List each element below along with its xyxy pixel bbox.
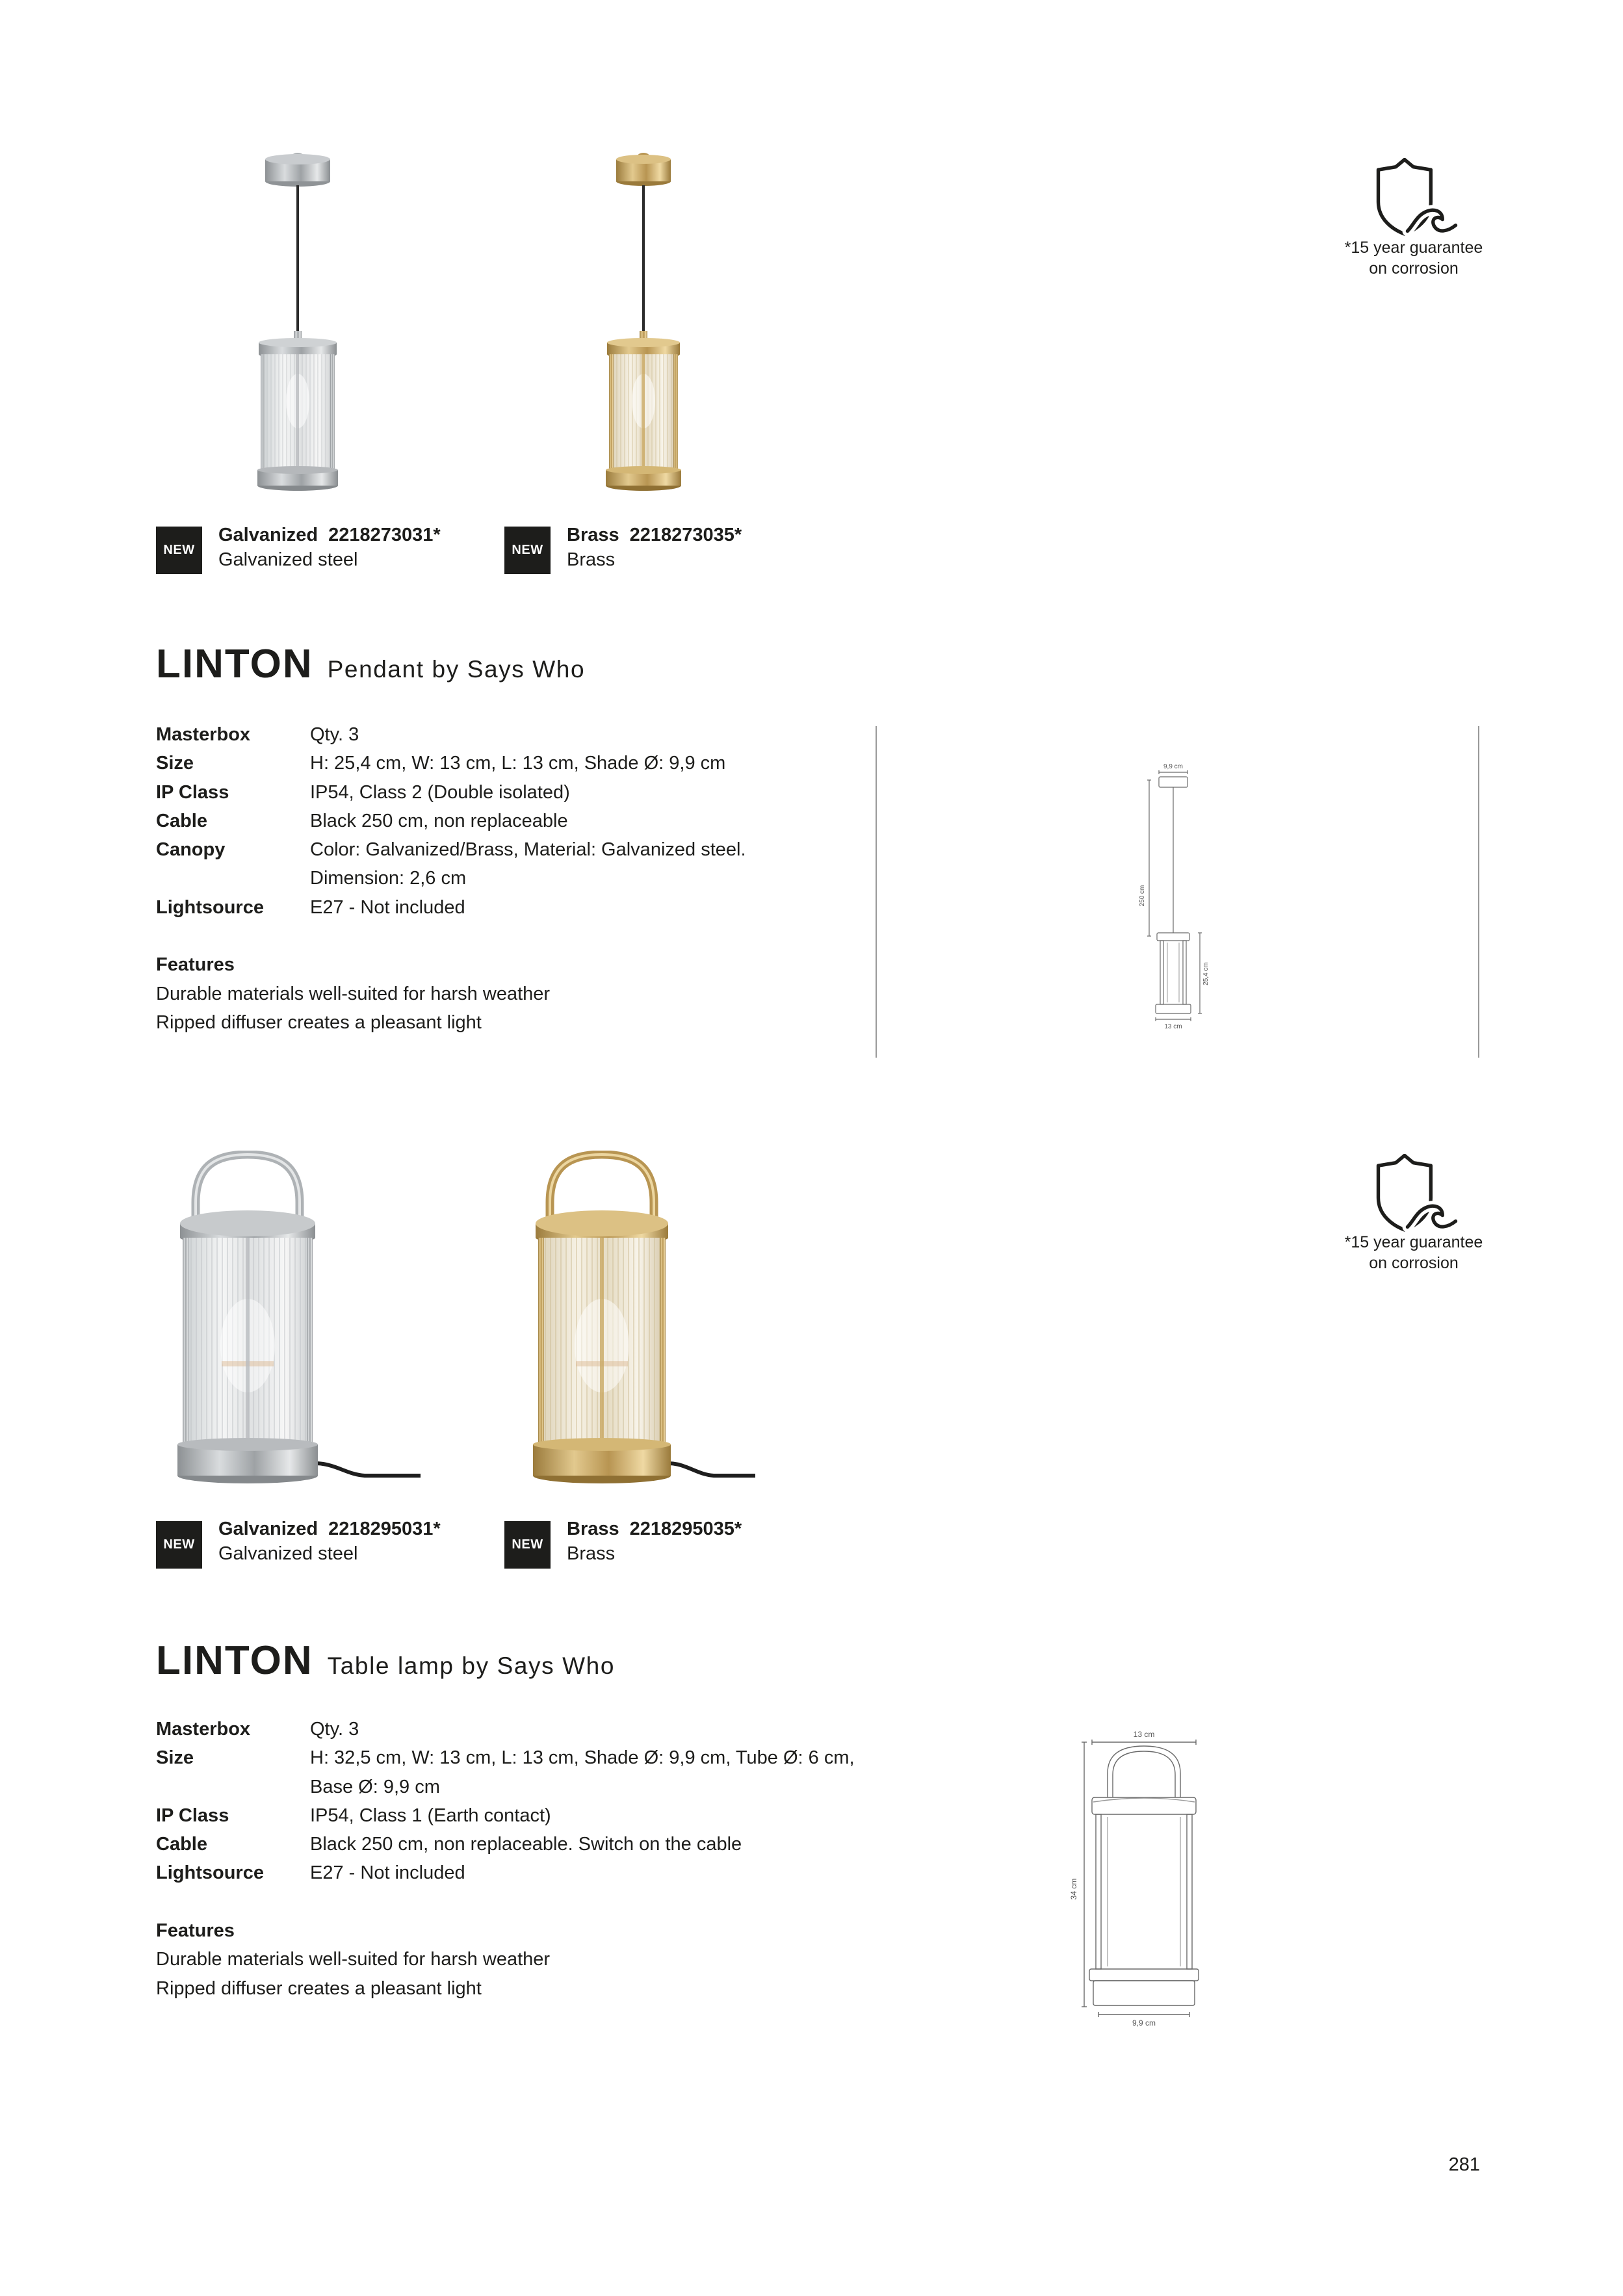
product-name: LINTON <box>156 642 313 686</box>
features-heading: Features <box>156 954 235 976</box>
spec-label: Cable <box>156 810 207 831</box>
variant-caption-brass <box>567 1517 742 1566</box>
diagram-width-label: 13 cm <box>1164 1023 1182 1030</box>
spec-value-line: Black 250 cm, non replaceable <box>310 810 568 831</box>
diagram-height-label: 34 cm <box>1069 1878 1078 1900</box>
product-name: LINTON <box>156 1638 313 1683</box>
variant-sku: 2218273031* <box>328 525 441 545</box>
variant-material: Galvanized steel <box>218 549 358 570</box>
variant-title <box>567 1517 742 1541</box>
new-badge: NEW <box>156 527 202 574</box>
spec-value <box>310 749 725 777</box>
guarantee-note <box>1310 237 1518 279</box>
spec-label: Lightsource <box>156 896 264 918</box>
spec-value-line: H: 25,4 cm, W: 13 cm, L: 13 cm, Shade Ø: 9,9 cm <box>310 753 726 774</box>
spec-value-line: H: 32,5 cm, W: 13 cm, L: 13 cm, Shade Ø: 9,9 cm, Tube Ø: 6 cm, <box>310 1747 855 1769</box>
variant-finish: Galvanized <box>218 1519 318 1539</box>
spec-row-cable <box>156 807 746 835</box>
pendant-brass-image <box>597 148 694 495</box>
spec-row-canopy <box>156 835 746 893</box>
shield-wave-icon <box>1375 158 1459 239</box>
spec-value-line: Dimension: 2,6 cm <box>310 868 467 889</box>
guarantee-line-1: *15 year guarantee <box>1344 1233 1483 1251</box>
divider-left <box>876 726 877 1058</box>
cable <box>660 1463 755 1476</box>
spec-value <box>310 1801 551 1830</box>
spec-label: Size <box>156 753 194 774</box>
product-subtitle: Pendant by Says Who <box>327 656 586 683</box>
pendant-galvanized-image <box>251 148 348 495</box>
spec-value <box>310 1830 742 1859</box>
diagram-width-label: 13 cm <box>1133 1730 1155 1739</box>
spec-label: Canopy <box>156 839 226 861</box>
variant-sku: 2218295031* <box>328 1519 441 1539</box>
spec-value-line: Base Ø: 9,9 cm <box>310 1776 440 1797</box>
variant-material: Brass <box>567 549 616 570</box>
spec-value-line: Qty. 3 <box>310 1719 359 1740</box>
cable <box>306 1463 421 1476</box>
spec-row-size <box>156 1743 855 1801</box>
spec-label: Cable <box>156 1834 207 1855</box>
shield-wave-icon <box>1375 1154 1459 1234</box>
variant-material: Galvanized steel <box>218 1543 358 1564</box>
spec-value-line: E27 - Not included <box>310 1862 465 1884</box>
variant-title <box>218 1517 441 1541</box>
diagram-cable-label: 250 cm <box>1139 885 1146 907</box>
table-lamp-dimension-diagram <box>1059 1723 1215 2035</box>
spec-label: Lightsource <box>156 1862 264 1884</box>
spec-value <box>310 778 570 807</box>
variant-title <box>218 523 441 547</box>
feature-item: Ripped diffuser creates a pleasant light <box>156 1977 482 1999</box>
diagram-shade-label: 9,9 cm <box>1163 763 1184 770</box>
spec-value-line: IP54, Class 1 (Earth contact) <box>310 1805 551 1826</box>
spec-row-ip-class <box>156 1801 855 1830</box>
spec-label: IP Class <box>156 781 229 803</box>
variant-caption-galvanized <box>218 523 441 572</box>
spec-row-masterbox <box>156 1715 855 1743</box>
variant-finish: Brass <box>567 525 619 545</box>
product-title-table-lamp <box>156 1638 616 1691</box>
guarantee-line-2: on corrosion <box>1369 1254 1459 1272</box>
spec-value <box>310 1743 855 1801</box>
variant-title <box>567 523 742 547</box>
diagram-height-label: 25,4 cm <box>1202 962 1210 985</box>
variant-caption-brass <box>567 523 742 572</box>
product-title-pendant <box>156 644 585 695</box>
spec-row-cable <box>156 1830 855 1859</box>
guarantee-line-2: on corrosion <box>1369 259 1459 278</box>
new-badge: NEW <box>156 1521 202 1569</box>
spec-value <box>310 720 359 749</box>
spec-value-line: E27 - Not included <box>310 896 465 918</box>
spec-value-line: Black 250 cm, non replaceable. Switch on the cable <box>310 1834 742 1855</box>
spec-row-lightsource <box>156 1859 855 1887</box>
variant-material: Brass <box>567 1543 616 1564</box>
spec-label: Size <box>156 1747 194 1769</box>
pendant-dimension-diagram <box>1131 754 1222 1034</box>
feature-item: Durable materials well-suited for harsh weather <box>156 1949 551 1970</box>
table-lamp-specs <box>156 1715 855 2003</box>
canopy <box>616 153 671 186</box>
canopy <box>265 153 330 187</box>
spec-label: IP Class <box>156 1805 229 1826</box>
diagram-base-label: 9,9 cm <box>1132 2018 1156 2028</box>
spec-value-line: Qty. 3 <box>310 724 359 745</box>
product-subtitle: Table lamp by Says Who <box>327 1652 616 1679</box>
variant-finish: Galvanized <box>218 525 318 545</box>
spec-value <box>310 807 568 835</box>
spec-value <box>310 835 746 893</box>
spec-row-size <box>156 749 746 777</box>
divider-right <box>1478 726 1479 1058</box>
spec-label: Masterbox <box>156 724 251 745</box>
features-list <box>156 1916 855 2003</box>
spec-row-masterbox <box>156 720 746 749</box>
spec-label: Masterbox <box>156 1719 251 1740</box>
feature-item: Durable materials well-suited for harsh weather <box>156 983 551 1004</box>
spec-value <box>310 893 465 922</box>
variant-caption-galvanized <box>218 1517 441 1566</box>
spec-row-lightsource <box>156 893 746 922</box>
guarantee-line-1: *15 year guarantee <box>1344 239 1483 257</box>
table-lamp-galvanized-image <box>170 1151 423 1485</box>
features-heading: Features <box>156 1920 235 1942</box>
variant-sku: 2218295035* <box>629 1519 742 1539</box>
spec-value <box>310 1859 465 1887</box>
guarantee-note <box>1310 1232 1518 1273</box>
features-list <box>156 950 746 1037</box>
variant-sku: 2218273035* <box>629 525 742 545</box>
feature-item: Ripped diffuser creates a pleasant light <box>156 1011 482 1033</box>
spec-value-line: Color: Galvanized/Brass, Material: Galvanized steel. <box>310 839 746 861</box>
variant-finish: Brass <box>567 1519 619 1539</box>
pendant-specs <box>156 720 746 1037</box>
spec-value <box>310 1715 359 1743</box>
new-badge: NEW <box>504 1521 551 1569</box>
new-badge: NEW <box>504 527 551 574</box>
spec-row-ip-class <box>156 778 746 807</box>
spec-value-line: IP54, Class 2 (Double isolated) <box>310 781 570 803</box>
page-number: 281 <box>1448 2154 1480 2175</box>
table-lamp-brass-image <box>524 1151 758 1485</box>
